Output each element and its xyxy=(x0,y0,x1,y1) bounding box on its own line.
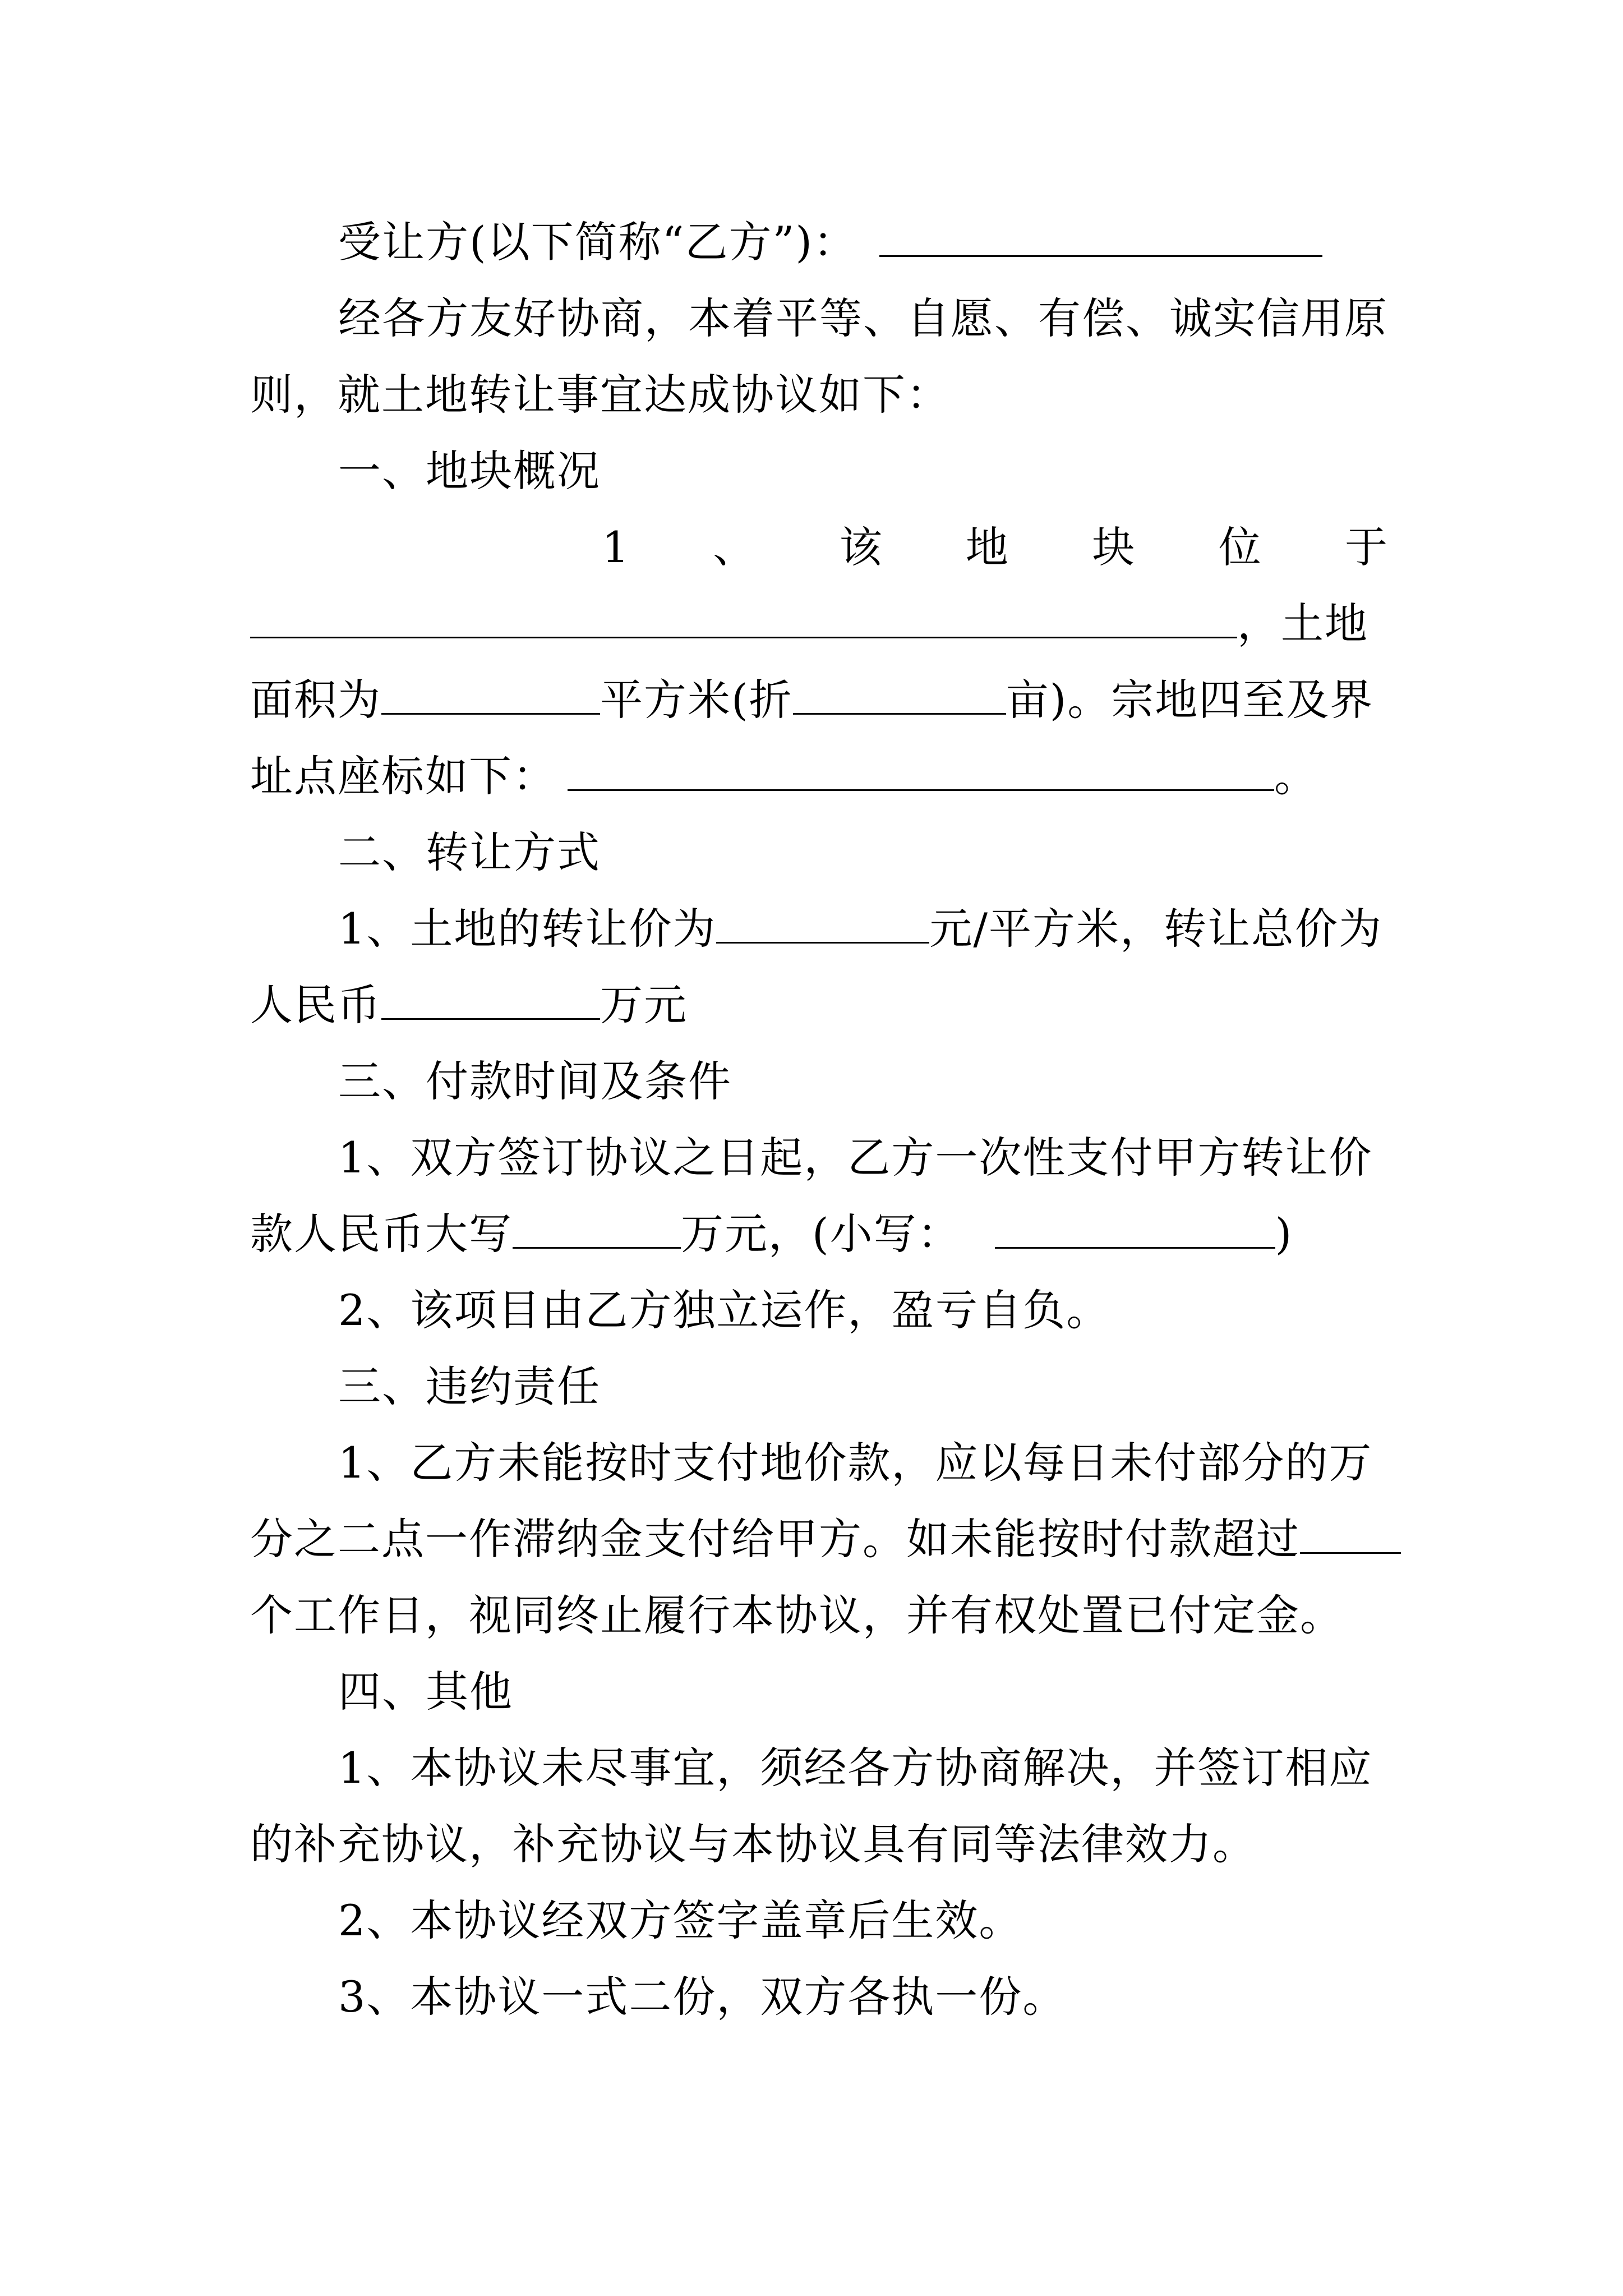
coordinates-line xyxy=(250,748,1318,804)
lower-amount-blank xyxy=(995,1210,1275,1249)
land-label: ，土地 xyxy=(1237,599,1368,648)
section-1-heading: 一、地块概况 xyxy=(338,446,601,496)
other-line-4: 3、本协议一式二份，双方各执一份。 xyxy=(338,1972,1067,2022)
close-paren: ) xyxy=(1275,1209,1293,1259)
other-line-2: 的补充协议，补充协议与本协议具有同等法律效力。 xyxy=(250,1819,1256,1869)
payment-line-1: 1、双方签订协议之日起，乙方一次性支付甲方转让价 xyxy=(338,1133,1373,1182)
lower-amount-label: 万元，(小写： xyxy=(681,1209,961,1259)
wan-yuan-label: 万元 xyxy=(600,980,688,1030)
transferee-label: 受让方(以下简称“乙方”)： xyxy=(338,217,857,267)
total-price-blank xyxy=(381,981,600,1020)
other-line-3: 2、本协议经双方签字盖章后生效。 xyxy=(338,1895,1023,1945)
section-4-heading: 四、其他 xyxy=(338,1667,513,1717)
transferee-line xyxy=(338,214,1322,270)
location-blank xyxy=(250,600,1237,638)
price-label: 1、土地的转让价为 xyxy=(338,904,717,954)
section-3-heading: 三、付款时间及条件 xyxy=(338,1056,732,1106)
area-label: 面积为 xyxy=(250,675,381,725)
capital-amount-label: 款人民币大写 xyxy=(250,1209,513,1259)
section-breach-heading: 三、违约责任 xyxy=(338,1361,601,1411)
transferee-blank xyxy=(879,218,1322,257)
loc-char: 该 xyxy=(839,522,883,572)
coordinates-label: 址点座标如下： xyxy=(250,751,556,801)
location-blank-line xyxy=(250,596,1368,652)
sqm-label: 平方米(折 xyxy=(600,675,793,725)
loc-char: 地 xyxy=(965,522,1009,572)
mu-label: 亩)。宗地四至及界 xyxy=(1006,675,1374,725)
item-separator: 、 xyxy=(713,522,757,572)
preamble-line-1: 经各方友好协商，本着平等、自愿、有偿、诚实信用原 xyxy=(338,293,1388,343)
unit-price-blank xyxy=(716,905,929,944)
breach-line-2 xyxy=(250,1511,1401,1567)
plot-location-line xyxy=(250,519,1389,576)
area-line xyxy=(250,672,1373,728)
preamble-line-2: 则，就土地转让事宜达成协议如下： xyxy=(250,370,950,420)
payment-line-2 xyxy=(250,1206,1293,1262)
workdays-blank xyxy=(1300,1515,1401,1554)
rmb-label: 人民币 xyxy=(250,980,381,1030)
capital-amount-blank xyxy=(513,1210,681,1249)
loc-char: 于 xyxy=(1344,522,1389,572)
total-price-label: 元/平方米，转让总价为 xyxy=(929,904,1382,954)
payment-line-3: 2、该项目由乙方独立运作，盈亏自负。 xyxy=(338,1285,1110,1335)
coordinates-blank xyxy=(568,752,1274,791)
loc-char: 位 xyxy=(1218,522,1262,572)
breach-text: 分之二点一作滞纳金支付给甲方。如未能按时付款超过 xyxy=(250,1514,1300,1564)
item-number: 1 xyxy=(602,522,630,572)
other-line-1: 1、本协议未尽事宜，须经各方协商解决，并签订相应 xyxy=(338,1743,1373,1793)
section-2-heading: 二、转让方式 xyxy=(338,827,601,877)
total-price-line xyxy=(250,977,688,1033)
breach-line-1: 1、乙方未能按时支付地价款，应以每日未付部分的万 xyxy=(338,1438,1373,1488)
breach-line-3: 个工作日，视同终止履行本协议，并有权处置已付定金。 xyxy=(250,1590,1344,1640)
area-sqm-blank xyxy=(381,676,600,715)
price-line xyxy=(338,901,1382,957)
period: 。 xyxy=(1274,751,1318,801)
area-mu-blank xyxy=(793,676,1006,715)
loc-char: 块 xyxy=(1092,522,1136,572)
